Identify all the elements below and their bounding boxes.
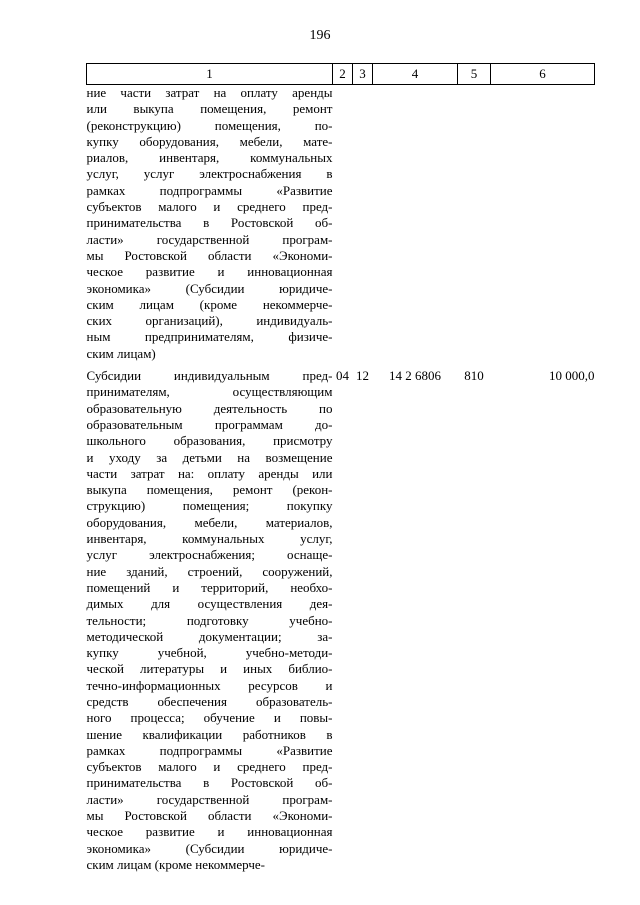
description-line: экономика» (Субсидии юридиче- (86, 840, 333, 856)
row-cell-c5: 810 (464, 368, 484, 384)
description-line: принимательства в Ростовской об- (86, 775, 333, 791)
description-line: оборудования, мебели, материалов, (86, 514, 333, 530)
description-line: и уходу за детьми на возмещение (86, 449, 333, 465)
description-line: купку учебной, учебно-методи- (86, 645, 333, 661)
row-cell-c3 (353, 85, 373, 363)
description-line: рамках подпрограммы «Развитие (86, 742, 333, 758)
description-line: ласти» государственной програм- (86, 231, 333, 247)
description-line: ским лицам (кроме некоммерче- (86, 296, 333, 312)
header-col-5: 5 (458, 64, 491, 85)
description-line: ским лицам) (86, 345, 156, 361)
description-line: купку оборудования, мебели, мате- (86, 133, 333, 149)
description-line: ческой литературы и иных библио- (86, 661, 333, 677)
description-line: мы Ростовской области «Экономи- (86, 808, 333, 824)
header-col-1: 1 (87, 64, 333, 85)
description-line: ласти» государственной програм- (86, 791, 333, 807)
description-line: Субсидии индивидуальным пред- (86, 368, 333, 384)
description-line: принимателям, осуществляющим (86, 384, 333, 400)
description-line: ских организаций), индивидуаль- (86, 313, 333, 329)
description-line: услуг электроснабжения; оснаще- (86, 547, 333, 563)
description-line: средств обеспечения образователь- (86, 693, 333, 709)
row-cell-c4: 14 2 6806 (389, 368, 441, 384)
header-col-3: 3 (353, 64, 373, 85)
description-line: ческое развитие и инновационная (86, 264, 333, 280)
description-line: шение квалификации работников в (86, 726, 333, 742)
header-col-4: 4 (373, 64, 458, 85)
description-line: ного процесса; обучение и повы- (86, 710, 333, 726)
row-cell-c3: 12 (356, 368, 369, 384)
row-cell-c5 (458, 85, 491, 363)
header-row (87, 64, 595, 85)
description-line: струкцию) помещения; покупку (86, 498, 333, 514)
row-cell-c4 (373, 85, 458, 363)
description-line: (реконструкцию) помещения, по- (86, 117, 333, 133)
table-row (87, 368, 595, 873)
header-col-2: 2 (333, 64, 353, 85)
description-line: принимательства в Ростовской об- (86, 215, 333, 231)
row-description-cell (87, 368, 333, 873)
description-line: течно-информационных ресурсов и (86, 677, 333, 693)
description-line: мы Ростовской области «Экономи- (86, 247, 333, 263)
description-line: образовательную деятельность по (86, 400, 333, 416)
description-line: субъектов малого и среднего пред- (86, 759, 333, 775)
description-line: ным предпринимателям, физиче- (86, 329, 333, 345)
description-line: выкупа помещения, ремонт (рекон- (86, 482, 333, 498)
description-line: ние части затрат на оплату аренды (86, 85, 333, 100)
description-line: димых для осуществления дея- (86, 596, 333, 612)
row-cell-c2 (333, 85, 353, 363)
description-line: риалов, инвентаря, коммунальных (86, 150, 333, 166)
description-line: ние зданий, строений, сооружений, (86, 563, 333, 579)
description-line: инвентаря, коммунальных услуг, (86, 531, 333, 547)
description-line: рамках подпрограммы «Развитие (86, 182, 333, 198)
description-line: услуг, услуг электроснабжения в (86, 166, 333, 182)
description-line: части затрат на: оплату аренды или (86, 465, 333, 481)
description-line: помещений и территорий, необхо- (86, 579, 333, 595)
description-line: субъектов малого и среднего пред- (86, 199, 333, 215)
description-line: или выкупа помещения, ремонт (86, 101, 333, 117)
table-row (87, 85, 595, 363)
row-cell-c6 (491, 85, 595, 363)
row-cell-c2: 04 (336, 368, 349, 384)
page-number: 196 (309, 28, 331, 43)
description-line: методической документации; за- (86, 628, 333, 644)
row-cell-c6: 10 000,0 (549, 368, 595, 384)
description-line: тельности; подготовку учебно- (86, 612, 333, 628)
budget-table (86, 63, 595, 873)
header-col-6: 6 (491, 64, 595, 85)
description-line: ческое развитие и инновационная (86, 824, 333, 840)
description-line: ским лицам (кроме некоммерче- (86, 856, 265, 872)
description-line: образовательным программам до- (86, 416, 333, 432)
description-line: экономика» (Субсидии юридиче- (86, 280, 333, 296)
description-line: школьного образования, присмотру (86, 433, 333, 449)
row-description-cell (87, 85, 333, 363)
